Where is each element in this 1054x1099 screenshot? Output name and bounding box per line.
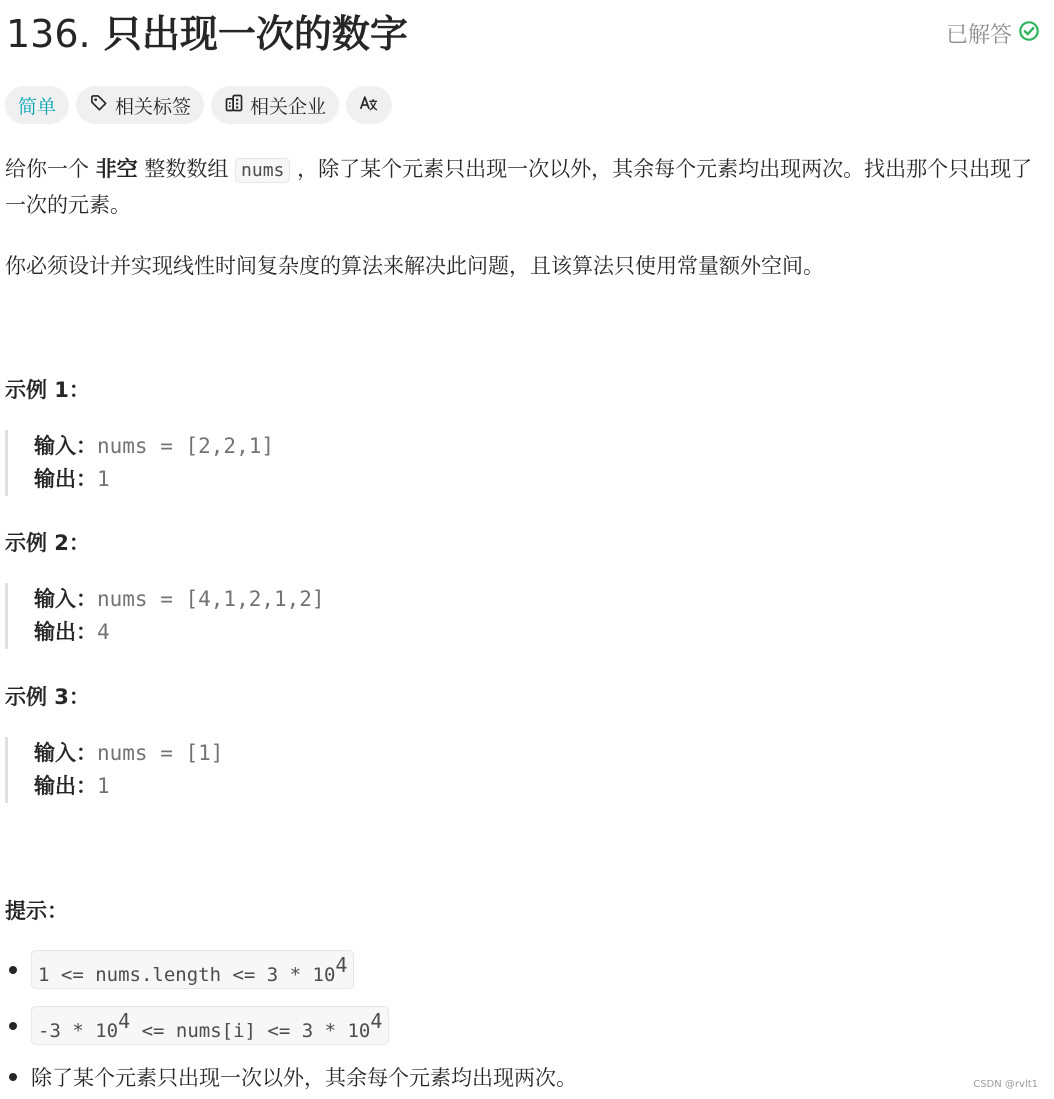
description-paragraph-2: 你必须设计并实现线性时间复杂度的算法来解决此问题，且该算法只使用常量额外空间。: [5, 254, 824, 278]
exponent: 4: [335, 953, 348, 977]
desc-text: 整数数组: [137, 157, 236, 181]
output-label: 输出：: [34, 774, 97, 798]
output-value: 1: [97, 467, 110, 491]
building-icon: [224, 93, 244, 118]
check-circle-icon: [1018, 20, 1040, 48]
example-2-block: [5, 583, 325, 649]
bullet-icon: [9, 1073, 17, 1081]
constraint-code: [31, 1006, 389, 1045]
list-item: [5, 1006, 389, 1045]
input-value: nums = [1]: [97, 741, 224, 765]
problem-number: 136.: [6, 12, 91, 56]
tag-icon: [89, 93, 109, 118]
inline-code-nums: nums: [235, 158, 290, 183]
list-item: [5, 1062, 577, 1092]
translate-icon: [359, 93, 379, 118]
desc-text: ，除了某个元素只出现一次以外，其余每个元素均出现两次。找出那个只出现了一次的元素。: [5, 157, 1033, 217]
output-value: 4: [97, 620, 110, 644]
input-value: nums = [4,1,2,1,2]: [97, 587, 325, 611]
input-label: 输入：: [34, 741, 97, 765]
difficulty-badge[interactable]: [5, 86, 69, 124]
exponent: 4: [370, 1009, 383, 1033]
constraint-text: <= nums[i] <= 3 * 10: [130, 1020, 371, 1042]
watermark: CSDN @rvlt1: [973, 1079, 1038, 1090]
difficulty-label: 简单: [18, 95, 57, 118]
problem-title: [6, 10, 408, 58]
example-2-title: 示例 2：: [5, 531, 90, 555]
example-1-title: 示例 1：: [5, 378, 90, 402]
tag-row: [5, 86, 392, 124]
example-3-block: [5, 737, 223, 803]
constraint-text: -3 * 10: [38, 1020, 119, 1042]
output-label: 输出：: [34, 467, 97, 491]
problem-header: [6, 10, 1046, 58]
output-value: 1: [97, 774, 110, 798]
output-label: 输出：: [34, 620, 97, 644]
exponent: 4: [118, 1009, 131, 1033]
solved-label: 已解答: [945, 23, 1012, 48]
related-companies-label: 相关企业: [250, 95, 327, 118]
related-companies-button[interactable]: [211, 86, 339, 124]
bullet-icon: [9, 1022, 17, 1030]
constraint-text: 除了某个元素只出现一次以外，其余每个元素均出现两次。: [31, 1066, 577, 1090]
input-label: 输入：: [34, 434, 97, 458]
input-label: 输入：: [34, 587, 97, 611]
input-value: nums = [2,2,1]: [97, 434, 275, 458]
solved-status: [946, 18, 1040, 49]
description-paragraph-1: [5, 152, 1045, 222]
problem-name: 只出现一次的数字: [103, 12, 408, 56]
constraint-text: 1 <= nums.length <= 3 * 10: [38, 964, 336, 986]
example-1-block: [5, 430, 274, 496]
constraint-code: [31, 950, 354, 989]
bullet-icon: [9, 966, 17, 974]
desc-text: 给你一个: [5, 157, 96, 181]
related-topics-label: 相关标签: [115, 95, 192, 118]
list-item: [5, 950, 354, 989]
example-3-title: 示例 3：: [5, 685, 90, 709]
desc-emphasis: 非空: [95, 157, 138, 181]
constraints-title: 提示：: [5, 899, 68, 923]
related-topics-button[interactable]: [76, 86, 204, 124]
translate-button[interactable]: [346, 86, 392, 124]
